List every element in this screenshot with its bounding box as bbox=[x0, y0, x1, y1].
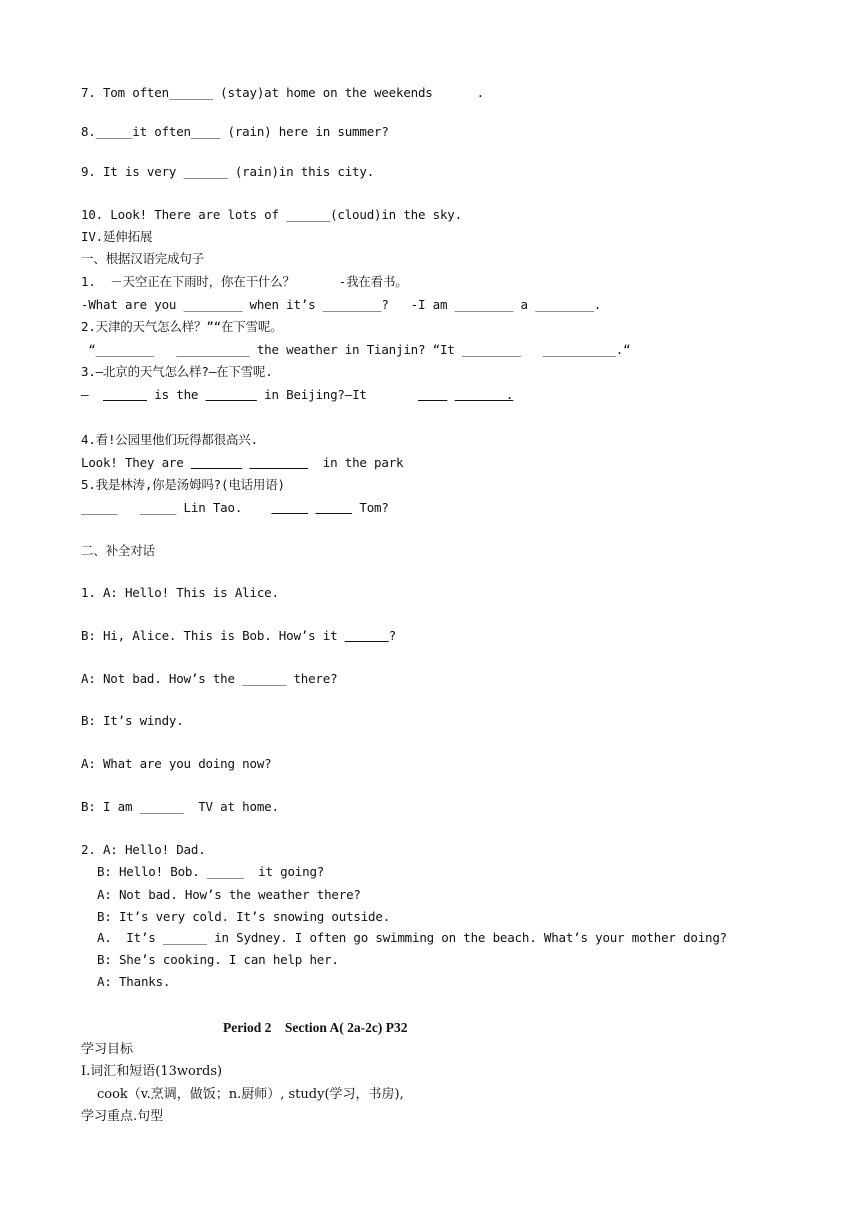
exercise-item-7: 7. Tom often______ (stay)at home on the weekends . bbox=[81, 85, 484, 100]
dialogue-2-line-4: B: It’s very cold. It’s snowing outside. bbox=[97, 909, 391, 924]
period-heading: Period 2 Section A( 2a-2c) P32 bbox=[223, 1020, 408, 1035]
sentence-3-blank-2 bbox=[206, 387, 257, 402]
dialogue-1-line-5: A: What are you doing now? bbox=[81, 756, 272, 771]
sentence-3-blank-1 bbox=[103, 387, 147, 402]
sentence-2-english: “________ __________ the weather in Tianjin? “It ________ __________.“ bbox=[81, 342, 631, 357]
dialogue-2-line-6: B: She’s cooking. I can help her. bbox=[97, 952, 339, 967]
vocabulary-line: cook（v.烹调，做饭；n.厨师）, study(学习，书房), bbox=[97, 1087, 404, 1102]
sentence-3-blank-3 bbox=[418, 387, 447, 402]
exercise-item-8: 8._____it often____ (rain) here in summer? bbox=[81, 124, 389, 139]
exercise-item-10: 10. Look! There are lots of ______(cloud)in the sky. bbox=[81, 207, 462, 222]
dialogue-1-line-2-suffix: ? bbox=[388, 628, 397, 643]
sentence-1-english: -What are you ________ when it’s ________? -I am ________ a ________. bbox=[81, 297, 602, 312]
dialogue-2-line-1: 2. A: Hello! Dad. bbox=[81, 842, 206, 857]
sentence-3-space bbox=[447, 387, 454, 402]
sentence-3-prefix: — bbox=[81, 387, 103, 402]
dialogue-2-line-2: B: Hello! Bob. _____ it going? bbox=[97, 864, 325, 879]
sentence-4-prefix: Look! They are bbox=[81, 455, 191, 470]
sentence-5-english bbox=[81, 500, 389, 516]
sentence-3-middle-2: in Beijing?—It bbox=[256, 387, 419, 402]
dialogue-2-line-3: A: Not bad. How’s the weather there? bbox=[97, 887, 361, 902]
sentence-5-blank-1 bbox=[271, 500, 308, 515]
sentence-3-blank-4: . bbox=[454, 387, 514, 402]
sentence-2-chinese: 2.天津的天气怎么样？”“在下雪呢。 bbox=[81, 319, 283, 334]
subsection-title-complete-dialogue: 二、补全对话 bbox=[81, 543, 155, 558]
dialogue-1-line-6: B: I am ______ TV at home. bbox=[81, 799, 279, 814]
sentence-3-chinese: 3.—北京的天气怎么样?—在下雪呢. bbox=[81, 364, 273, 379]
learning-focus-title: 学习重点.句型 bbox=[81, 1109, 164, 1124]
dialogue-1-line-2 bbox=[81, 628, 396, 644]
sentence-5-chinese: 5.我是林涛,你是汤姆吗?(电话用语) bbox=[81, 477, 285, 492]
dialogue-2-line-5: A. It’s ______ in Sydney. I often go swimming on the beach. What’s your mother doing? bbox=[97, 930, 728, 945]
sentence-4-blank-1 bbox=[191, 455, 242, 470]
sentence-3-english bbox=[81, 387, 513, 403]
sentence-4-blank-2 bbox=[250, 455, 309, 470]
dialogue-1-line-1: 1. A: Hello! This is Alice. bbox=[81, 585, 279, 600]
sentence-4-suffix: in the park bbox=[308, 455, 404, 470]
section-title-extension: IV.延伸拓展 bbox=[81, 229, 153, 244]
sentence-3-middle-1: is the bbox=[146, 387, 206, 402]
sentence-5-blank-2 bbox=[315, 500, 352, 515]
sentence-4-english bbox=[81, 455, 403, 471]
learning-goals-title: 学习目标 bbox=[81, 1042, 134, 1057]
dialogue-2-line-7: A: Thanks. bbox=[97, 974, 171, 989]
sentence-5-part-a: _____ _____ Lin Tao. bbox=[81, 500, 272, 515]
sentence-4-space bbox=[242, 455, 249, 470]
vocabulary-title: Ⅰ.词汇和短语(13words) bbox=[81, 1064, 223, 1079]
dialogue-1-line-4: B: It’s windy. bbox=[81, 713, 184, 728]
dialogue-1-line-2-blank bbox=[345, 628, 389, 643]
dialogue-1-line-2-prefix: B: Hi, Alice. This is Bob. How’s it bbox=[81, 628, 345, 643]
dialogue-1-line-3: A: Not bad. How’s the ______ there? bbox=[81, 671, 338, 686]
sentence-1-chinese: 1. －天空正在下雨时，你在干什么？ -我在看书。 bbox=[81, 274, 408, 289]
exercise-item-9: 9. It is very ______ (rain)in this city. bbox=[81, 164, 375, 179]
subsection-title-complete-sentences: 一、根据汉语完成句子 bbox=[81, 251, 205, 266]
sentence-5-suffix: Tom? bbox=[352, 500, 389, 515]
sentence-4-chinese: 4.看!公园里他们玩得都很高兴. bbox=[81, 432, 258, 447]
